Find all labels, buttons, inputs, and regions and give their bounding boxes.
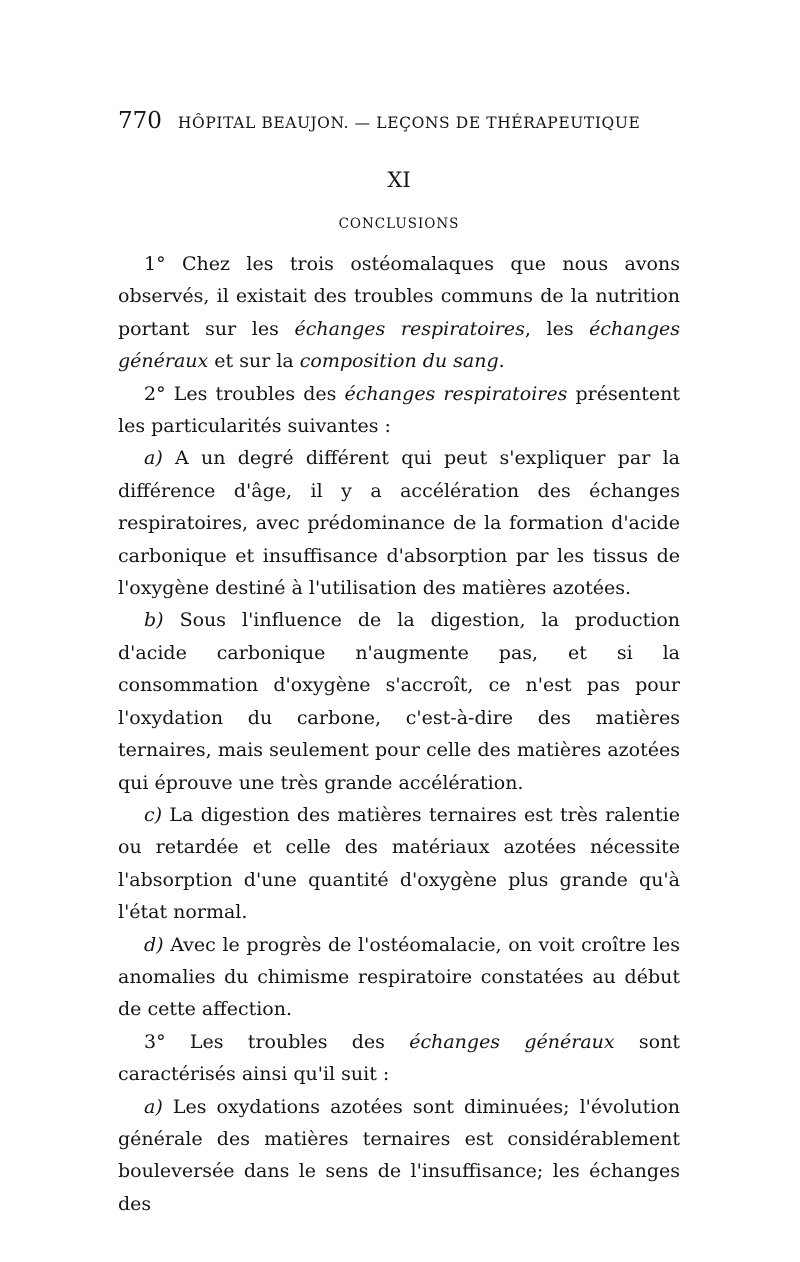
paragraph-4-text: Sous l'influence de la digestion, la production d'acide carbonique n'augmente pas, et si la consommation d'oxygène s'accroît, ce n'est pas pour l'oxydation du carbone, c'est-à-dire des matières ternaires, mais seulement pour celle des matières azotées qui éprouve une très grande accélération. [118,609,680,794]
italic-composition-du-sang: composition du sang [299,350,499,373]
paragraph-5-text: La digestion des matières ternaires est très ralentie ou retardée et celle des matériaux azotées nécessite l'absorption d'une quantité d'oxygène plus grande qu'à l'état normal. [118,803,680,924]
running-head [118,108,680,148]
paragraph-8 [118,1091,680,1221]
book-page [118,108,680,1220]
paragraph-3-text: A un degré différent qui peut s'expliquer par la différence d'âge, il y a accélération des échanges respiratoires, avec prédominance de la formation d'acide carbonique et insuffisance d'absorption par les tissus de l'oxygène destiné à l'utilisation des matières azotées. [118,447,680,600]
section-title: CONCLUSIONS [338,216,460,232]
italic-echanges-generaux: échanges généraux [118,317,681,373]
paragraph-1-text: et sur la [208,350,300,373]
paragraph-1-text: . [498,350,505,373]
paragraph-6-text: Avec le progrès de l'ostéomalacie, on voit croître les anomalies du chimisme respiratoire constatées au début de cette affection. [118,933,680,1021]
paragraph-7 [118,1026,680,1091]
paragraph-6 [118,929,680,1026]
paragraph-5 [118,799,680,929]
italic-echanges-respiratoires: échanges respiratoires [294,317,525,340]
paragraph-2-text: 2° Les troubles des [144,382,345,405]
section-number: XI [387,168,411,192]
list-label: c) [144,803,163,826]
page-number: 770 [118,108,162,134]
paragraph-1 [118,248,680,378]
italic-echanges-generaux: échanges généraux [409,1030,615,1053]
paragraph-2 [118,378,680,443]
list-label: a) [144,447,163,470]
list-label: a) [144,1095,163,1118]
list-label: b) [144,609,164,632]
paragraph-7-text: sont caractérisés ainsi qu'il suit : [118,1030,680,1086]
paragraph-7-text: 3° Les troubles des [144,1030,410,1053]
paragraph-2-text: présentent les particularités suivantes : [118,382,680,438]
running-title: HÔPITAL BEAUJON. — LEÇONS DE THÉRAPEUTIQUE [177,114,641,132]
paragraph-4 [118,604,680,798]
paragraph-1-text: , les [524,317,590,340]
body-text [118,248,680,1220]
paragraph-1-text: 1° Chez les trois ostéomalaques que nous avons observés, il existait des troubles communs de la nutrition portant sur les [118,253,680,340]
paragraph-3 [118,442,680,604]
italic-echanges-respiratoires: échanges respiratoires [344,382,568,405]
list-label: d) [144,933,164,956]
paragraph-8-text: Les oxydations azotées sont diminuées; l'évolution générale des matières ternaires est considérablement bouleversée dans le sens de l'insuffisance; les échanges des [118,1095,680,1215]
